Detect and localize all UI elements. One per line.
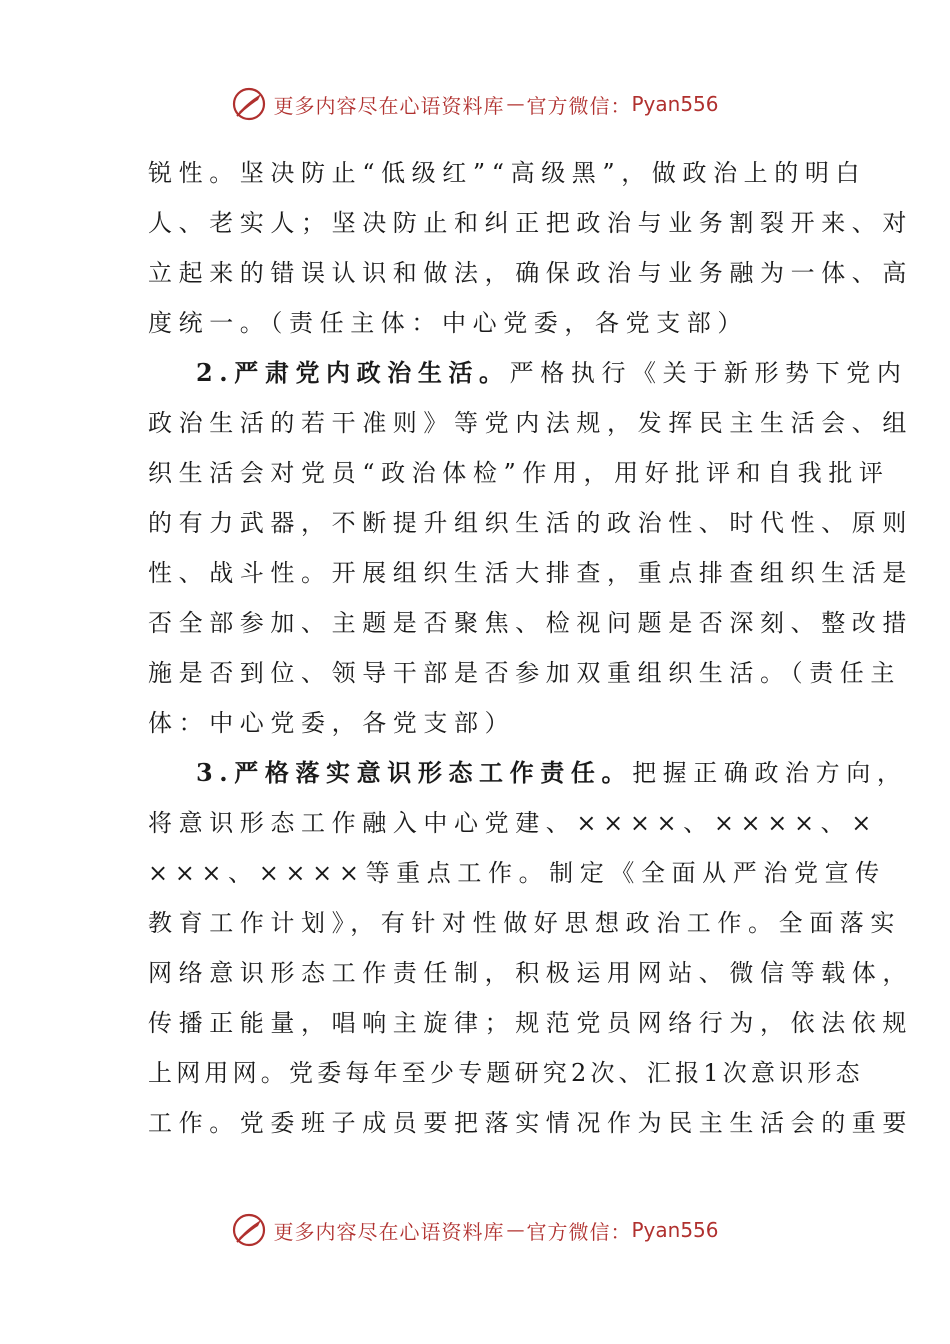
footer-wechat-label: 官方微信：: [526, 1219, 632, 1244]
text-line: 性、战斗性。开展组织生活大排查，重点排查组织生活是: [148, 559, 913, 587]
document-body: [148, 148, 913, 1148]
text-line: [148, 748, 908, 798]
footer-dash: —: [506, 1219, 525, 1241]
text-line: ×××、××××等重点工作。制定《全面从严治党宣传: [148, 859, 886, 887]
text-line: 政治生活的若干准则》等党内法规，发挥民主生活会、组: [148, 409, 913, 437]
text-line: 网络意识形态工作责任制，积极运用网站、微信等载体，: [148, 959, 913, 987]
text-line: 将意识形态工作融入中心党建、××××、××××、×: [148, 809, 878, 837]
header-dash: —: [506, 93, 525, 115]
text-line: 度统一。（责任主体：中心党委，各党支部）: [148, 309, 748, 337]
text-line: 工作。党委班子成员要把落实情况作为民主生活会的重要: [148, 1109, 913, 1137]
header-site-text: 更多内容尽在心语资料库: [273, 93, 505, 118]
text-line: 施是否到位、领导干部是否参加双重组织生活。（责任主: [148, 659, 901, 687]
paragraph-2: [148, 348, 913, 748]
text-line: 锐性。坚决防止“低级红”“高级黑”，做政治上的明白: [148, 159, 867, 187]
paragraph-3: [148, 748, 913, 1148]
text-line: 的有力武器，不断提升组织生活的政治性、时代性、原则: [148, 509, 913, 537]
text-line: 教育工作计划》，有针对性做好思想政治工作。全面落实: [148, 909, 901, 937]
text-line: 体：中心党委，各党支部）: [148, 709, 516, 737]
text-line: 立起来的错误认识和做法，确保政治与业务融为一体、高: [148, 259, 913, 287]
header-wechat-handle: Pyan556: [631, 92, 719, 116]
text-line: 上网用网。党委每年至少专题研究2次、汇报1次意识形态: [148, 1059, 864, 1087]
section-heading: 3.严格落实意识形态工作责任。: [196, 758, 633, 787]
footer-site-text: 更多内容尽在心语资料库: [273, 1219, 505, 1244]
text-run: 严格执行《关于新形势下党内: [509, 359, 908, 387]
text-line: 传播正能量，唱响主旋律；规范党员网络行为，依法依规: [148, 1009, 913, 1037]
text-line: [148, 348, 908, 398]
header-watermark: [0, 84, 950, 124]
footer-watermark: [0, 1210, 950, 1250]
paragraph-1: [148, 148, 913, 348]
pen-logo-icon: [231, 86, 267, 122]
pen-logo-icon: [231, 1212, 267, 1248]
text-run: 把握正确政治方向，: [632, 759, 908, 787]
section-heading: 2.严肃党内政治生活。: [196, 358, 510, 387]
text-line: 织生活会对党员“政治体检”作用，用好批评和自我批评: [148, 459, 890, 487]
footer-wechat-handle: Pyan556: [631, 1218, 719, 1242]
text-line: 人、老实人；坚决防止和纠正把政治与业务割裂开来、对: [148, 209, 913, 237]
header-wechat-label: 官方微信：: [526, 93, 632, 118]
text-line: 否全部参加、主题是否聚焦、检视问题是否深刻、整改措: [148, 609, 913, 637]
